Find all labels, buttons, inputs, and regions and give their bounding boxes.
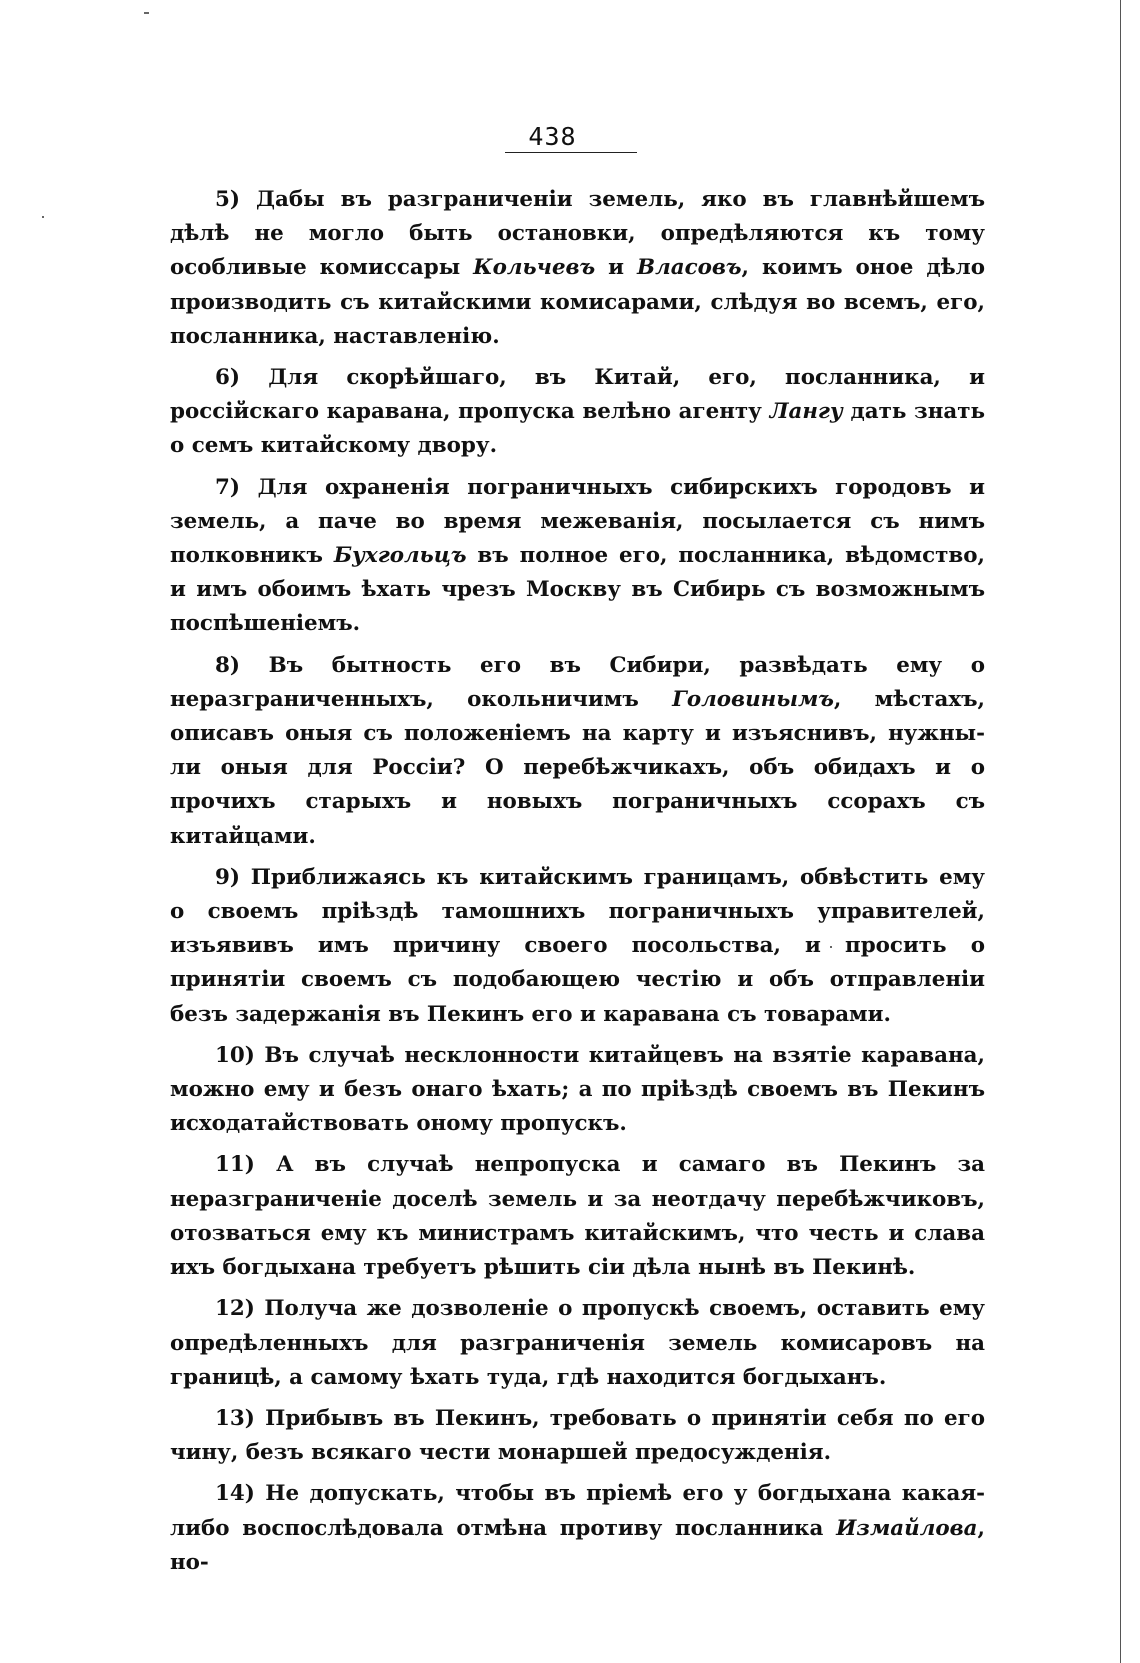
paragraph-text: 7) Для охраненія пограничныхъ сибирскихъ городовъ и земель, а паче во время межеванія, посылается съ нимъ полковникъ bbox=[170, 474, 985, 569]
document-body bbox=[170, 183, 985, 1580]
person-name: Лангу bbox=[769, 399, 843, 425]
person-name: Головинымъ bbox=[672, 686, 834, 712]
paragraph-8 bbox=[170, 649, 985, 854]
paragraph-6 bbox=[170, 361, 985, 464]
paragraph-text: 5) Дабы въ разграниченіи земель, яко въ главнѣйшемъ дѣлѣ не могло быть остановки, опредѣляются къ тому особливые комиссары bbox=[170, 187, 985, 281]
scan-speck bbox=[144, 12, 149, 14]
paragraph-text: дать знать о семъ китайскому двору. bbox=[170, 399, 985, 459]
paragraph-11 bbox=[170, 1148, 985, 1285]
paragraph-text: 14) Не допускать, чтобы въ пріемѣ его у богдыхана какая-либо воспослѣдовала отмѣна противу посланника bbox=[170, 1481, 985, 1541]
paragraph-text: 10) Въ случаѣ несклонности китайцевъ на взятіе каравана, можно ему и безъ онаго ѣхать; а по пріѣздѣ своемъ въ Пекинъ исходатайствовать оному пропускъ. bbox=[170, 1042, 985, 1137]
paragraph-13 bbox=[170, 1402, 985, 1470]
header-rule bbox=[505, 152, 637, 153]
paragraph-text: 13) Прибывъ въ Пекинъ, требовать о принятіи себя по его чину, безъ всякаго чести монаршей предосужденія. bbox=[170, 1405, 985, 1466]
paragraph-9 bbox=[170, 861, 985, 1032]
page-header bbox=[170, 122, 935, 151]
paragraph-5 bbox=[170, 183, 985, 354]
paragraph-text: , коимъ оное дѣло производить съ китайскими комисарами, слѣдуя во всемъ, его, посланника, наставленію. bbox=[170, 255, 985, 349]
paragraph-14 bbox=[170, 1477, 985, 1580]
paragraph-12 bbox=[170, 1292, 985, 1395]
paragraph-7 bbox=[170, 471, 985, 642]
person-name: Власовъ bbox=[637, 255, 742, 281]
document-page bbox=[170, 0, 1035, 1663]
paragraph-text: и bbox=[595, 255, 638, 281]
paragraph-text: 12) Получа же дозволеніе о пропускѣ своемъ, оставить ему опредѣленныхъ для разграниченія земель комисаровъ на границѣ, а самому ѣхать туда, гдѣ находится богдыханъ. bbox=[170, 1296, 985, 1390]
paragraph-text: , мѣстахъ, описавъ оныя съ положеніемъ на карту и изъяснивъ, нужны-ли оныя для Россіи? О перебѣжчикахъ, объ обидахъ и о прочихъ старыхъ и новыхъ пограничныхъ ссорахъ съ китайцами. bbox=[170, 686, 986, 849]
page-edge-line bbox=[1120, 0, 1121, 1663]
paragraph-text: въ полное его, посланника, вѣдомство, и имъ обоимъ ѣхать чрезъ Москву въ Сибирь съ возможнымъ поспѣшеніемъ. bbox=[170, 543, 985, 637]
person-name: Измайлова bbox=[836, 1515, 978, 1541]
person-name: Кольчевъ bbox=[473, 255, 596, 281]
person-name: Бухгольцъ bbox=[333, 543, 467, 569]
paragraph-text: 8) Въ бытность его въ Сибири, развѣдать ему о неразграниченныхъ, окольничимъ bbox=[170, 652, 985, 712]
paragraph-text: 6) Для скорѣйшаго, въ Китай, его, посланника, и россійскаго каравана, пропуска велѣно агенту bbox=[170, 365, 985, 425]
paragraph-text: , но- bbox=[170, 1515, 985, 1575]
paragraph-text: 9) Приближаясь къ китайскимъ границамъ, обвѣстить ему о своемъ пріѣздѣ тамошнихъ пограничныхъ управителей, изъявивъ имъ причину своего посольства, и просить о принятіи своемъ съ подобающею честію и объ отправленіи безъ задержанія въ Пекинъ его и каравана съ товарами. bbox=[170, 864, 985, 1027]
paragraph-text: 11) А въ случаѣ непропуска и самаго въ Пекинъ за неразграниченіе доселѣ земель и за неотдачу перебѣжчиковъ, отозваться ему къ министрамъ китайскимъ, что честь и слава ихъ богдыхана требуетъ рѣшить сіи дѣла нынѣ въ Пекинѣ. bbox=[170, 1152, 985, 1281]
page-number: 438 bbox=[528, 122, 577, 151]
paragraph-10 bbox=[170, 1039, 985, 1142]
scan-speck bbox=[42, 216, 44, 218]
